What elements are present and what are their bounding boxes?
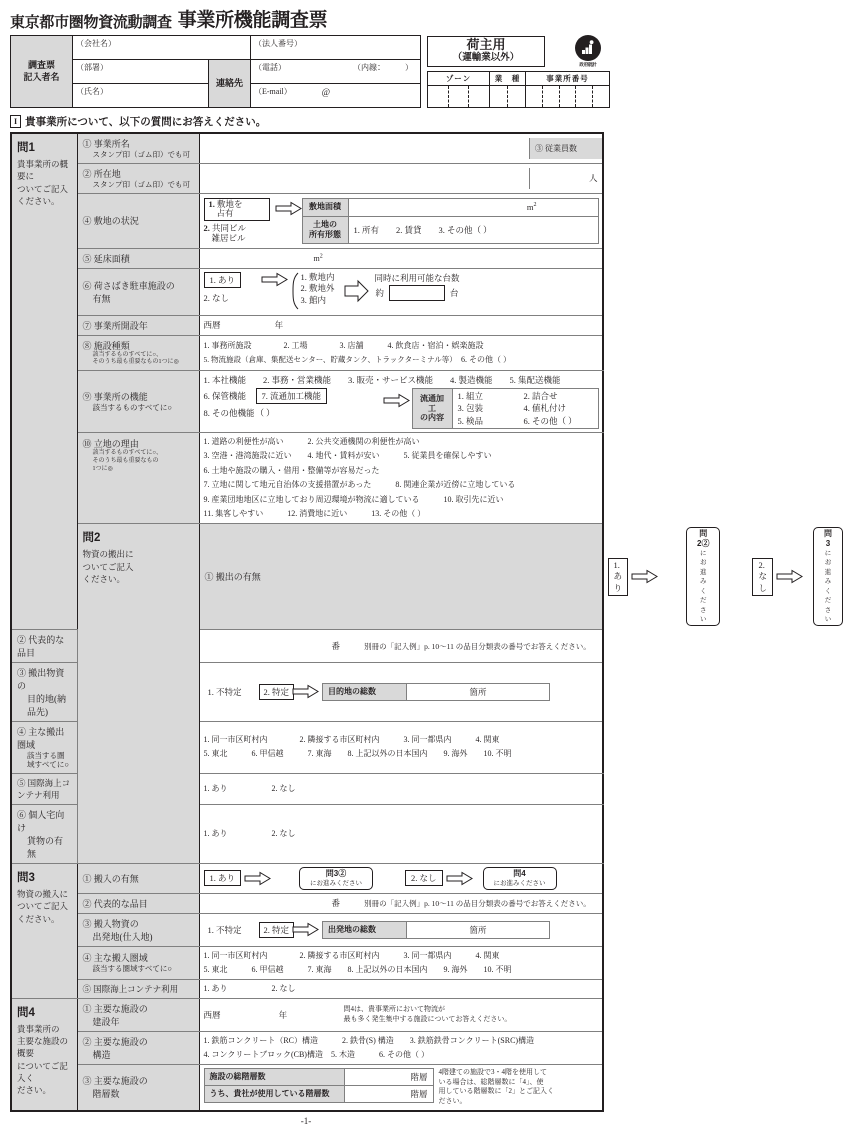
floor-count-note: 4階建ての施設で3・4階を使用して いる場合は、総階層数に「4」、使 用している階層数に「2」とご記入く ださい。 (438, 1067, 554, 1106)
q2-row5-label: ⑤ 国際海上コンテナ利用 (11, 774, 77, 805)
gov-logo-icon (575, 35, 601, 61)
zone-input-industry[interactable] (490, 86, 526, 108)
q1-row2-value (199, 163, 603, 193)
processing-detail-label: 流通加工 の内容 (412, 389, 452, 429)
zone-table (427, 71, 610, 108)
q1-number: 問1 (17, 142, 35, 154)
q3-row2-label: ② 代表的な品目 (77, 893, 199, 913)
goto-q3-button[interactable]: 問3 にお進みください (813, 527, 843, 625)
q4-row1-value (199, 998, 603, 1031)
department-field[interactable]: （部署） (73, 60, 209, 84)
office-name-input[interactable] (200, 138, 530, 159)
q1-row7-label: ⑦ 事業所開設年 (77, 315, 199, 335)
office-function-line1[interactable]: 1. 本社機能 2. 事務・営業機能 3. 販売・サービス機能 4. 製造機能 5. 集配送機能 (203, 375, 561, 386)
origin-total-label: 出発地の総数 (323, 921, 407, 938)
q3-number: 問3 (17, 872, 35, 885)
destination-total-subtable (322, 683, 550, 701)
badge-area (427, 35, 609, 108)
person-name-field[interactable]: （氏名） (73, 84, 209, 108)
q4-description: 貴事業所の 主要な施設の概要 についてご記入く ださい。 (17, 1023, 69, 1096)
used-floors-input[interactable]: 階層 (344, 1085, 433, 1102)
logo-caption: 政府統計 (579, 62, 597, 67)
q1-row2-label: ② 所在地 スタンプ印（ゴム印）でも可 (77, 163, 199, 193)
arrow-right-icon (293, 685, 319, 698)
arrow-right-icon (777, 570, 803, 583)
phone-label: （電話） (254, 63, 286, 72)
zone-header-office-number: 事業所番号 (526, 72, 610, 86)
parking-location-options[interactable]: 1. 敷地内 2. 敷地外 3. 館内 (300, 271, 335, 305)
title-main: 東京都市圏物資流動調査 (10, 15, 172, 31)
question-1-header (11, 133, 77, 629)
q2-row3-value (199, 662, 603, 721)
container-use-options-out[interactable]: 1. あり 2. なし (199, 774, 603, 805)
q4-number: 問4 (17, 1006, 35, 1019)
q1-description: 貴事業所の概要に ついてご記入 ください。 (17, 159, 69, 206)
page-number: -1- (300, 1115, 312, 1126)
parking-capacity-input[interactable] (389, 285, 445, 301)
q1-row9-label: ⑨ 事業所の機能 該当するものすべてに○ (77, 371, 199, 433)
land-ownership-options[interactable]: 1. 所有 2. 賃貸 3. その他（ ） (348, 216, 598, 243)
land-ownership-label: 土地の 所有形態 (302, 216, 348, 243)
q3-row3-label: ③ 搬入物資の 出発地(仕入地) (77, 913, 199, 946)
shipping-region-options[interactable]: 1. 同一市区町村内 2. 隣接する市区町村内 3. 同一都県内 4. 関東 5. 東北 6. 甲信越 7. 東海 8. 上記以外の日本国内 9. 海外 10. 不明 (199, 721, 603, 774)
floor-area-input[interactable]: $m^2$ (199, 248, 603, 268)
structure-options[interactable]: 1. 鉄筋コンクリート（RC）構造 2. 鉄骨(S) 構造 3. 鉄筋鉄骨コンクリート(SRC)構造 4. コンクリートブロック(CB)構造 5. 木造 6. その他（ ） (199, 1031, 603, 1064)
parking-capacity-unit: 台 (450, 287, 459, 298)
function-option-6[interactable]: 6. 保管機能 (203, 391, 247, 402)
opening-year-input[interactable]: 西暦 年 (199, 315, 603, 335)
zone-input-zone[interactable] (428, 86, 490, 108)
logo-glyph-icon (579, 39, 597, 57)
badge-line-1: 荷主用 (466, 37, 506, 53)
total-floors-input[interactable]: 階層 (344, 1068, 433, 1085)
arrow-right-icon (262, 273, 288, 286)
header-area (10, 35, 602, 108)
zone-header-zone: ゾーン (428, 72, 490, 86)
q2-number: 問2 (82, 532, 101, 545)
zone-input-office-number[interactable] (526, 86, 610, 108)
q1-row6-label: ⑥ 荷さばき駐車施設の 有無 (77, 268, 199, 315)
function-option-8-blank[interactable]: （ ） (255, 408, 275, 419)
arrow-right-icon (632, 570, 658, 583)
question-4-header (11, 998, 77, 1111)
shipping-no-option[interactable]: 2. なし (752, 558, 773, 596)
function-option-8[interactable]: 8. その他機能 (203, 408, 255, 419)
question-3-header (11, 864, 77, 999)
q3-row5-label: ⑤ 国際海上コンテナ利用 (77, 979, 199, 998)
q2-row4-label: ④ 主な搬出圏域 該当する圏域すべてに○ (11, 721, 77, 774)
processing-detail-options[interactable]: 1. 組立 2. 詰合せ 3. 包装 4. 値札付け 5. 検品 6. その他（ ） (452, 389, 598, 429)
item-number-unit: 番 (331, 640, 341, 651)
question-2-header (77, 524, 199, 864)
destination-total-label: 目的地の総数 (323, 683, 407, 700)
extension-label: （内線： ） (353, 63, 413, 72)
item-number-unit: 番 (331, 898, 341, 909)
q1-row5-label: ⑤ 延床面積 (77, 248, 199, 268)
q1-row6-value (199, 268, 603, 315)
respondent-label: 調査票 記入者名 (11, 36, 73, 108)
q1-row10-label: ⑩ 立地の理由 該当するものすべてに○、 そのうち最も重要なもの 1つに◎ (77, 433, 199, 524)
parking-option-no[interactable]: 2. なし (203, 292, 230, 303)
site-area-label: 敷地面積 (302, 198, 348, 216)
origin-specified-option[interactable]: 2. 特定 (259, 922, 295, 938)
title-sub: 事業所機能調査票 (177, 10, 328, 31)
function-option-7[interactable]: 7. 流通加工機能 (256, 388, 328, 404)
corporate-number-field[interactable]: （法人番号） (251, 36, 421, 60)
q2-row3-label: ③ 搬出物資の 目的地(納品先) (11, 662, 77, 721)
processing-detail-subtable (412, 388, 599, 429)
parking-capacity-label: 同時に利用可能な台数 (374, 272, 460, 283)
q1-row4-value (199, 193, 603, 248)
item-number-note: 別冊の「記入例」p. 10～11 の品目分類表の番号でお答えください。 (364, 899, 591, 909)
home-delivery-options[interactable]: 1. あり 2. なし (199, 805, 603, 864)
respondent-table (10, 35, 421, 108)
email-field[interactable] (251, 84, 421, 108)
section-i-heading (10, 114, 602, 129)
parking-option-yes[interactable]: 1. あり (204, 272, 242, 288)
site-area-subtable (302, 198, 599, 244)
floor-count-subtable (204, 1068, 434, 1103)
arrow-right-icon (345, 280, 369, 302)
q3-row4-label: ④ 主な搬入圏域 該当する圏域すべてに○ (77, 946, 199, 979)
item-number-note: 別冊の「記入例」p. 10～11 の品目分類表の番号でお答えください。 (364, 641, 591, 651)
section-roman-numeral: I (10, 115, 21, 128)
company-name-field[interactable]: （会社名） (73, 36, 251, 60)
q1-row1-value (199, 133, 603, 163)
q2-row2-label: ② 代表的な品目 (11, 629, 77, 662)
dest-unspecified-option[interactable]: 1. 不特定 (207, 686, 242, 697)
site-option-1[interactable]: 1. 敷地を 占有 (204, 198, 276, 222)
receiving-no-option[interactable]: 2. なし (405, 870, 443, 886)
at-mark: @ (321, 86, 331, 97)
employee-count-unit: 人 (530, 168, 603, 189)
location-reason-options[interactable]: 1. 道路の利便性が高い 2. 公共交通機関の利便性が高い 3. 空港・港湾施設に近い 4. 地代・賃料が安い 5. 従業員を確保しやすい 6. 土地や施設の購入・借用・整備等が容易だった 7. 立地に関して地元自治体の支援措置があった 8. 関連企業が近傍に立地している 9. 産業団地地区に立地しており周辺環境が物流に適している 10. 取引先に近い 11. 集客しやすい 12. 消費地に近い 13. その他（ ） (199, 433, 603, 524)
phone-field[interactable] (251, 60, 421, 84)
q3-representative-item[interactable] (199, 893, 603, 913)
main-form-table (10, 132, 832, 1112)
arrow-right-icon (447, 872, 473, 885)
origin-total-input[interactable]: 箇所 (407, 921, 550, 938)
q1-row8-label: ⑧ 施設種類 該当するものすべてに○、 そのうち最も重要なもの1つに◎ (77, 335, 199, 371)
q2-description: 物資の搬出に ついてご記入 ください。 (82, 549, 134, 585)
destination-total-input[interactable]: 箇所 (407, 683, 550, 700)
total-floors-label: 施設の総階層数 (204, 1068, 344, 1085)
goto-q3-2-button[interactable]: 問3② にお進みください (299, 867, 373, 890)
section-i-text: 貴事業所について、以下の質問にお答えください。 (25, 117, 267, 128)
badge-line-2: （運輸業以外） (452, 53, 520, 63)
construction-year-input[interactable]: 西暦 年 (203, 1009, 288, 1020)
address-input[interactable] (200, 168, 530, 189)
q1-row4-label: ④ 敷地の状況 (77, 193, 199, 248)
q4-instruction-note: 問4は、貴事業所において物流が 最も多く発生集中する施設についてお答えください。 (343, 1004, 512, 1023)
q2-row1-label: ① 搬出の有無 (199, 524, 603, 629)
site-option-2[interactable]: 2. 共同ビル 雑居ビル (203, 223, 247, 243)
q4-row2-label: ② 主要な施設の 構造 (77, 1031, 199, 1064)
q2-row6-label: ⑥ 個人宅向け 貨物の有無 (11, 805, 77, 864)
goto-q2-2-button[interactable]: 問2② にお進みください (686, 527, 720, 625)
brace-icon (290, 272, 299, 312)
arrow-right-icon (245, 872, 271, 885)
origin-unspecified-option[interactable]: 1. 不特定 (207, 924, 242, 935)
facility-type-options[interactable]: 1. 事務所施設 2. 工場 3. 店舗 4. 飲食店・宿泊・娯楽施設 5. 物流施設（倉庫、集配送センター、貯蔵タンク、トラックターミナル等） 6. その他（ ） (199, 335, 603, 371)
q3-row1-label: ① 搬入の有無 (77, 864, 199, 894)
site-area-input[interactable]: $m^2$ (348, 198, 598, 216)
receiving-yes-option[interactable]: 1. あり (204, 870, 242, 886)
q4-row1-label: ① 主要な施設の 建設年 (77, 998, 199, 1031)
q3-row1-value (199, 864, 603, 894)
gov-stat-logo (575, 35, 601, 68)
q2-representative-item[interactable] (199, 629, 603, 662)
page-title (10, 8, 602, 32)
container-use-options-in[interactable]: 1. あり 2. なし (199, 979, 603, 998)
origin-total-subtable (322, 921, 550, 939)
contact-label: 連絡先 (209, 60, 251, 108)
status-badge (427, 36, 545, 67)
q3-row3-value (199, 913, 603, 946)
email-label: （E-mail） (254, 87, 292, 96)
employee-count-label: ③ 従業員数 (530, 138, 603, 159)
receiving-region-options[interactable]: 1. 同一市区町村内 2. 隣接する市区町村内 3. 同一都県内 4. 関東 5. 東北 6. 甲信越 7. 東海 8. 上記以外の日本国内 9. 海外 10. 不明 (199, 946, 603, 979)
approx-label: 約 (375, 287, 385, 298)
used-floors-label: うち、貴社が使用している階層数 (204, 1085, 344, 1102)
q3-description: 物資の搬入に ついてご記入 ください。 (17, 889, 69, 924)
zone-header-industry: 業 種 (490, 72, 526, 86)
dest-specified-option[interactable]: 2. 特定 (259, 684, 295, 700)
arrow-right-icon (384, 394, 410, 407)
arrow-right-icon (293, 923, 319, 936)
q4-row3-value (199, 1064, 603, 1111)
q4-row3-label: ③ 主要な施設の 階層数 (77, 1064, 199, 1111)
goto-q4-button[interactable]: 問4 にお進みください (483, 867, 557, 890)
q1-row1-label: ① 事業所名 スタンプ印（ゴム印）でも可 (77, 133, 199, 163)
q1-row9-value (199, 371, 603, 433)
shipping-yes-option[interactable]: 1. あり (608, 558, 629, 596)
arrow-right-icon (276, 202, 302, 215)
